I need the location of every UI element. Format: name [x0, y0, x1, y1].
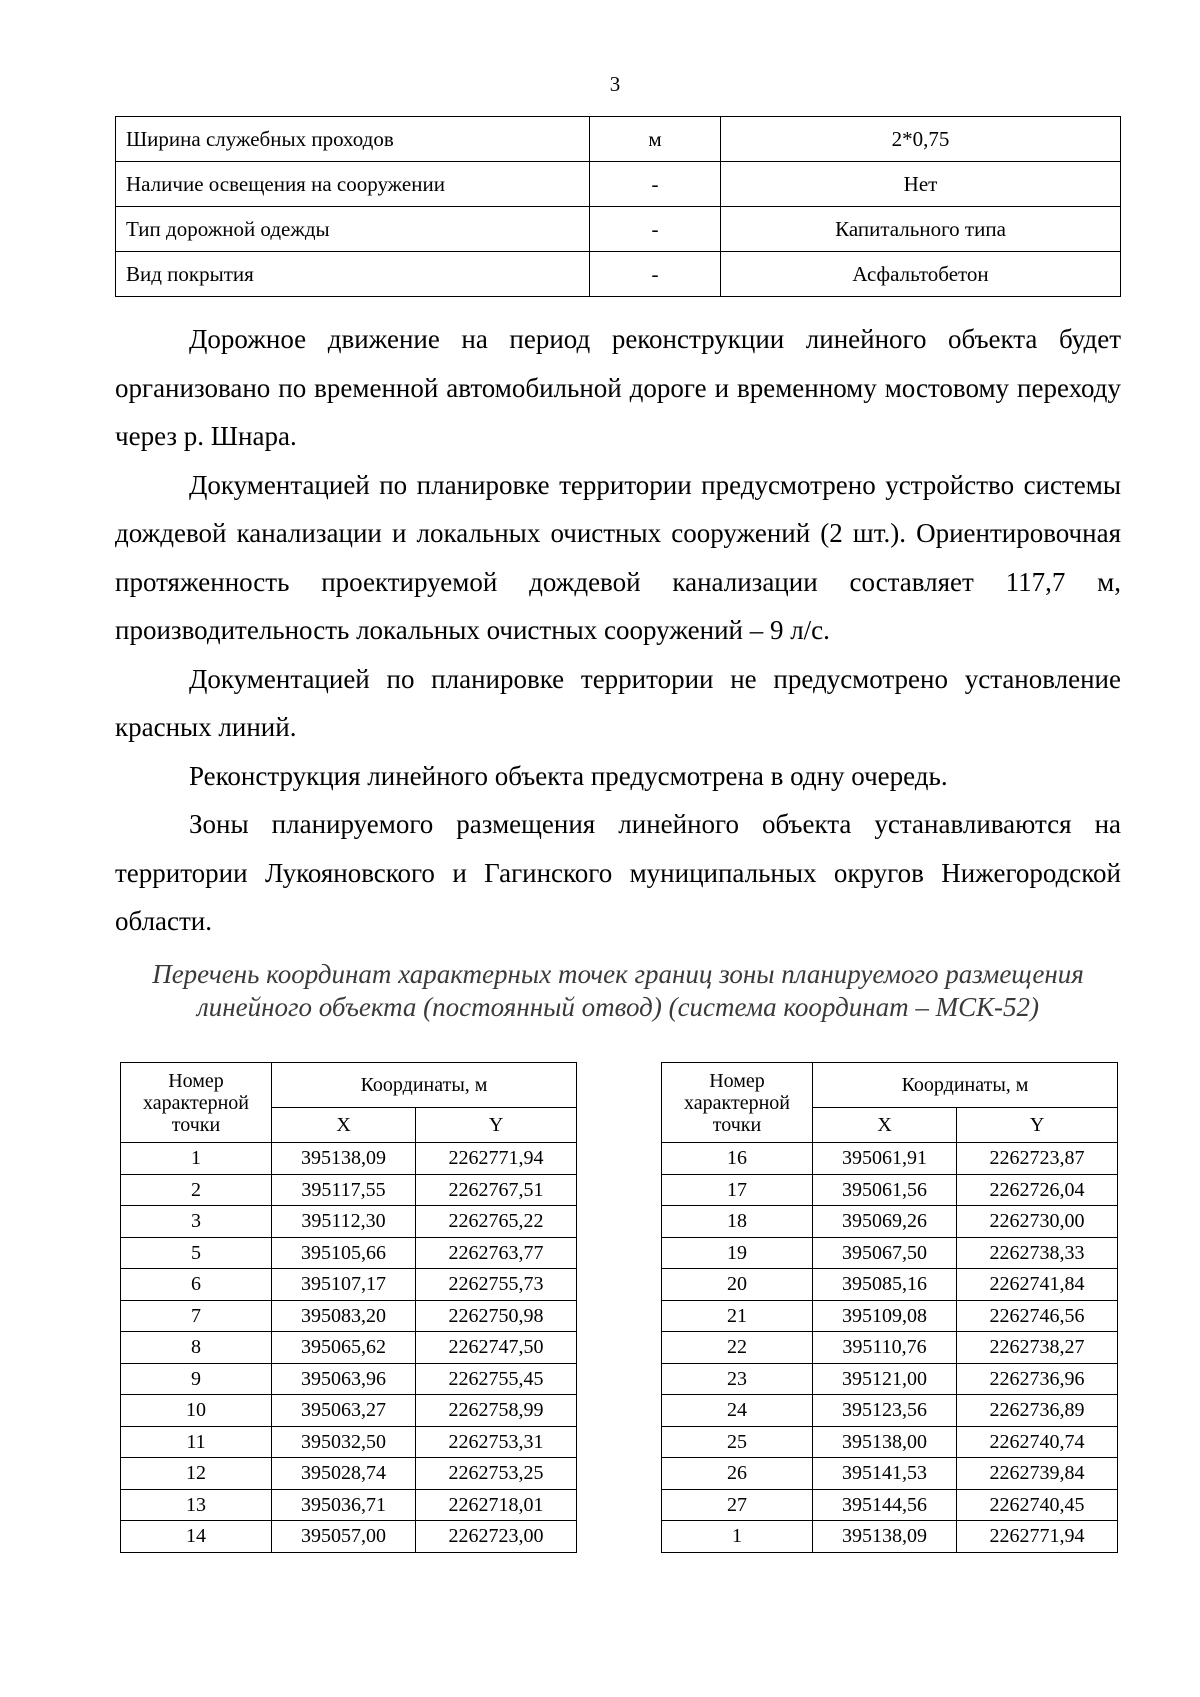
table-row — [121, 1269, 577, 1301]
x-coordinate-cell: 395063,27 — [272, 1395, 416, 1427]
point-number-cell: 1 — [121, 1143, 272, 1175]
y-coordinate-cell: 2262730,00 — [957, 1206, 1118, 1238]
y-coordinate-cell: 2262767,51 — [416, 1174, 577, 1206]
y-coordinate-cell: 2262746,56 — [957, 1300, 1118, 1332]
table-row — [121, 1237, 577, 1269]
table-row — [116, 252, 1121, 297]
paragraph: Зоны планируемого размещения линейного объекта устанавливаются на территории Лукояновского и Гагинского муниципальных округов Нижегородской области. — [115, 809, 1121, 936]
y-coordinate-cell: 2262755,45 — [416, 1363, 577, 1395]
point-number-cell: 13 — [121, 1489, 272, 1521]
header-coordinates: Координаты, м — [272, 1063, 577, 1108]
y-coordinate-cell: 2262736,89 — [957, 1395, 1118, 1427]
point-number-cell: 7 — [121, 1300, 272, 1332]
y-coordinate-cell: 2262718,01 — [416, 1489, 577, 1521]
table-row — [121, 1489, 577, 1521]
point-number-cell: 23 — [662, 1363, 813, 1395]
table-row — [662, 1363, 1118, 1395]
y-coordinate-cell: 2262726,04 — [957, 1174, 1118, 1206]
x-coordinate-cell: 395057,00 — [272, 1521, 416, 1553]
point-number-cell: 8 — [121, 1332, 272, 1364]
y-coordinate-cell: 2262723,87 — [957, 1143, 1118, 1175]
x-coordinate-cell: 395138,09 — [813, 1521, 957, 1553]
caption-line: Перечень координат характерных точек границ зоны планируемого размещения — [152, 959, 1084, 989]
table-row — [121, 1363, 577, 1395]
table-caption — [115, 958, 1121, 1024]
point-number-cell: 10 — [121, 1395, 272, 1427]
spec-value: 2*0,75 — [721, 117, 1121, 162]
x-coordinate-cell: 395063,96 — [272, 1363, 416, 1395]
table-row — [662, 1332, 1118, 1364]
point-number-cell: 11 — [121, 1426, 272, 1458]
table-row — [662, 1237, 1118, 1269]
table-row — [121, 1395, 577, 1427]
table-row — [662, 1300, 1118, 1332]
x-coordinate-cell: 395105,66 — [272, 1237, 416, 1269]
header-x: X — [813, 1108, 957, 1143]
spec-name: Тип дорожной одежды — [116, 207, 590, 252]
table-row — [121, 1174, 577, 1206]
x-coordinate-cell: 395061,56 — [813, 1174, 957, 1206]
table-row — [662, 1206, 1118, 1238]
y-coordinate-cell: 2262738,33 — [957, 1237, 1118, 1269]
x-coordinate-cell: 395112,30 — [272, 1206, 416, 1238]
point-number-cell: 2 — [121, 1174, 272, 1206]
table-row — [121, 1300, 577, 1332]
x-coordinate-cell: 395085,16 — [813, 1269, 957, 1301]
paragraph: Дорожное движение на период реконструкции линейного объекта будет организовано по временной автомобильной дороге и временному мостовому переходу через р. Шнара. — [115, 324, 1121, 451]
point-number-cell: 20 — [662, 1269, 813, 1301]
x-coordinate-cell: 395083,20 — [272, 1300, 416, 1332]
page-number: 3 — [609, 72, 621, 96]
y-coordinate-cell: 2262755,73 — [416, 1269, 577, 1301]
spec-unit: - — [590, 162, 721, 207]
y-coordinate-cell: 2262758,99 — [416, 1395, 577, 1427]
table-row — [662, 1458, 1118, 1490]
table-row — [662, 1143, 1118, 1175]
table-row — [116, 162, 1121, 207]
header-coordinates: Координаты, м — [813, 1063, 1118, 1108]
point-number-cell: 3 — [121, 1206, 272, 1238]
table-row — [121, 1206, 577, 1238]
y-coordinate-cell: 2262763,77 — [416, 1237, 577, 1269]
x-coordinate-cell: 395032,50 — [272, 1426, 416, 1458]
y-coordinate-cell: 2262753,25 — [416, 1458, 577, 1490]
table-row — [116, 207, 1121, 252]
x-coordinate-cell: 395067,50 — [813, 1237, 957, 1269]
point-number-cell: 5 — [121, 1237, 272, 1269]
table-row — [116, 117, 1121, 162]
point-number-cell: 24 — [662, 1395, 813, 1427]
x-coordinate-cell: 395065,62 — [272, 1332, 416, 1364]
point-number-cell: 17 — [662, 1174, 813, 1206]
point-number-cell: 26 — [662, 1458, 813, 1490]
y-coordinate-cell: 2262740,74 — [957, 1426, 1118, 1458]
y-coordinate-cell: 2262736,96 — [957, 1363, 1118, 1395]
spec-unit: м — [590, 117, 721, 162]
header-y: Y — [416, 1108, 577, 1143]
x-coordinate-cell: 395036,71 — [272, 1489, 416, 1521]
table-row — [121, 1458, 577, 1490]
table-row — [121, 1143, 577, 1175]
point-number-cell: 6 — [121, 1269, 272, 1301]
y-coordinate-cell: 2262738,27 — [957, 1332, 1118, 1364]
coordinates-table-right — [661, 1062, 1118, 1553]
table-row — [662, 1489, 1118, 1521]
spec-name: Наличие освещения на сооружении — [116, 162, 590, 207]
y-coordinate-cell: 2262739,84 — [957, 1458, 1118, 1490]
point-number-cell: 9 — [121, 1363, 272, 1395]
y-coordinate-cell: 2262765,22 — [416, 1206, 577, 1238]
point-number-cell: 16 — [662, 1143, 813, 1175]
y-coordinate-cell: 2262741,84 — [957, 1269, 1118, 1301]
paragraph: Документацией по планировке территории предусмотрено устройство системы дождевой канализации и локальных очистных сооружений (2 шт.). Ориентировочная протяженность проектируемой дождевой канализации составляет 117,7 м, производительность локальных очистных сооружений – 9 л/с. — [115, 469, 1121, 645]
x-coordinate-cell: 395123,56 — [813, 1395, 957, 1427]
x-coordinate-cell: 395138,09 — [272, 1143, 416, 1175]
point-number-cell: 19 — [662, 1237, 813, 1269]
y-coordinate-cell: 2262753,31 — [416, 1426, 577, 1458]
x-coordinate-cell: 395138,00 — [813, 1426, 957, 1458]
x-coordinate-cell: 395107,17 — [272, 1269, 416, 1301]
y-coordinate-cell: 2262747,50 — [416, 1332, 577, 1364]
spec-value: Капитального типа — [721, 207, 1121, 252]
spec-name: Вид покрытия — [116, 252, 590, 297]
point-number-cell: 12 — [121, 1458, 272, 1490]
header-y: Y — [957, 1108, 1118, 1143]
spec-value: Асфальтобетон — [721, 252, 1121, 297]
header-point-number: Номер характерной точки — [121, 1063, 272, 1143]
point-number-cell: 22 — [662, 1332, 813, 1364]
spec-name: Ширина служебных проходов — [116, 117, 590, 162]
table-row — [121, 1426, 577, 1458]
table-row — [662, 1521, 1118, 1553]
x-coordinate-cell: 395110,76 — [813, 1332, 957, 1364]
spec-unit: - — [590, 207, 721, 252]
point-number-cell: 14 — [121, 1521, 272, 1553]
point-number-cell: 21 — [662, 1300, 813, 1332]
y-coordinate-cell: 2262740,45 — [957, 1489, 1118, 1521]
x-coordinate-cell: 395121,00 — [813, 1363, 957, 1395]
coordinates-table-left — [120, 1062, 577, 1553]
paragraph: Документацией по планировке территории не предусмотрено установление красных линий. — [115, 663, 1121, 742]
point-number-cell: 27 — [662, 1489, 813, 1521]
table-row — [121, 1332, 577, 1364]
header-point-number: Номер характерной точки — [662, 1063, 813, 1143]
x-coordinate-cell: 395144,56 — [813, 1489, 957, 1521]
y-coordinate-cell: 2262771,94 — [416, 1143, 577, 1175]
point-number-cell: 18 — [662, 1206, 813, 1238]
x-coordinate-cell: 395109,08 — [813, 1300, 957, 1332]
spec-value: Нет — [721, 162, 1121, 207]
point-number-cell: 25 — [662, 1426, 813, 1458]
y-coordinate-cell: 2262750,98 — [416, 1300, 577, 1332]
caption-line: линейного объекта (постоянный отвод) (система координат – МСК-52) — [196, 992, 1040, 1022]
x-coordinate-cell: 395069,26 — [813, 1206, 957, 1238]
x-coordinate-cell: 395141,53 — [813, 1458, 957, 1490]
table-row — [662, 1269, 1118, 1301]
point-number-cell: 1 — [662, 1521, 813, 1553]
table-row — [662, 1426, 1118, 1458]
paragraph: Реконструкция линейного объекта предусмотрена в одну очередь. — [189, 760, 948, 791]
body-text — [115, 315, 1121, 946]
spec-table — [115, 116, 1121, 297]
x-coordinate-cell: 395061,91 — [813, 1143, 957, 1175]
x-coordinate-cell: 395117,55 — [272, 1174, 416, 1206]
x-coordinate-cell: 395028,74 — [272, 1458, 416, 1490]
header-x: X — [272, 1108, 416, 1143]
y-coordinate-cell: 2262771,94 — [957, 1521, 1118, 1553]
spec-unit: - — [590, 252, 721, 297]
table-row — [662, 1174, 1118, 1206]
y-coordinate-cell: 2262723,00 — [416, 1521, 577, 1553]
table-row — [121, 1521, 577, 1553]
table-row — [662, 1395, 1118, 1427]
